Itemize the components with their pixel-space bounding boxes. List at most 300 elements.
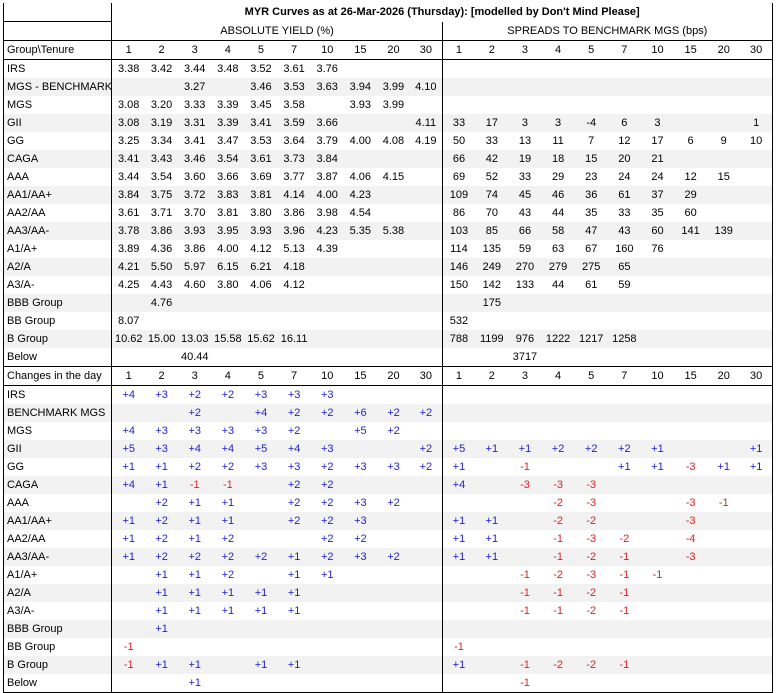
spread-cell: 63 bbox=[551, 243, 565, 255]
tenor-header: 7 bbox=[608, 41, 641, 60]
spread-change-cell: -1 bbox=[553, 533, 563, 545]
spread-cell: 160 bbox=[615, 243, 634, 255]
spread-cell bbox=[542, 78, 575, 96]
spread-cell: 976 bbox=[508, 330, 541, 348]
spread-cell bbox=[740, 330, 772, 348]
spread-cell: 532 bbox=[442, 312, 475, 330]
yield-change-cell bbox=[145, 404, 178, 422]
spread-change-cell: -2 bbox=[575, 656, 608, 674]
yield-change-cell bbox=[112, 584, 145, 602]
change-row bbox=[4, 620, 773, 638]
spread-change-cell: -1 bbox=[520, 677, 530, 689]
spread-cell bbox=[508, 294, 541, 312]
spread-cell bbox=[740, 258, 772, 276]
spread-change-cell bbox=[740, 566, 772, 584]
yield-cell: 4.23 bbox=[311, 222, 344, 240]
yield-change-cell: -1 bbox=[178, 476, 211, 494]
yield-cell: 3.63 bbox=[311, 78, 344, 96]
row-label: MGS - BENCHMARK bbox=[4, 78, 112, 96]
yield-cell: 3.78 bbox=[112, 222, 145, 240]
yield-change-cell: +1 bbox=[211, 584, 244, 602]
spread-cell bbox=[740, 222, 772, 240]
yield-cell: 3.47 bbox=[217, 135, 239, 147]
yield-change-cell bbox=[410, 422, 442, 440]
spread-change-cell: +1 bbox=[749, 461, 763, 473]
spread-cell: 7 bbox=[588, 135, 595, 147]
yield-cell: 3.70 bbox=[184, 207, 206, 219]
change-row bbox=[4, 656, 773, 674]
tenor-header: 7 bbox=[278, 41, 311, 60]
spread-change-cell: -1 bbox=[520, 461, 530, 473]
yield-change-cell: -1 bbox=[112, 656, 145, 674]
spread-cell: 3 bbox=[542, 114, 575, 132]
spread-cell: 109 bbox=[442, 186, 475, 204]
spread-change-cell bbox=[674, 584, 707, 602]
yield-cell bbox=[410, 312, 442, 330]
spread-cell bbox=[475, 348, 508, 367]
spread-change-cell bbox=[575, 674, 608, 693]
yield-cell bbox=[344, 330, 377, 348]
yield-change-cell bbox=[344, 476, 377, 494]
spread-change-cell: -1 bbox=[608, 548, 641, 566]
yield-change-cell: +3 bbox=[287, 389, 301, 401]
yield-cell: 3.25 bbox=[112, 132, 145, 150]
yield-change-cell: +2 bbox=[387, 425, 400, 437]
spread-change-cell: -3 bbox=[586, 533, 597, 545]
yield-cell: 3.80 bbox=[250, 207, 272, 219]
spread-change-cell: +1 bbox=[475, 512, 508, 530]
spread-change-cell: +5 bbox=[442, 440, 475, 458]
yield-cell: 4.25 bbox=[112, 276, 145, 294]
yield-cell: 3.53 bbox=[278, 78, 311, 96]
yield-cell: 3.45 bbox=[250, 99, 272, 111]
yield-cell: 3.38 bbox=[112, 60, 145, 79]
yield-cell bbox=[278, 312, 311, 330]
spread-change-cell bbox=[674, 620, 707, 638]
spread-change-cell: -1 bbox=[619, 605, 630, 617]
yield-change-cell: +1 bbox=[188, 605, 201, 617]
spread-cell: 17 bbox=[475, 114, 508, 132]
spread-cell: 37 bbox=[641, 186, 674, 204]
spread-change-cell bbox=[707, 638, 740, 656]
yield-cell: 3.87 bbox=[316, 171, 338, 183]
yield-change-cell: +1 bbox=[244, 584, 277, 602]
curve-row bbox=[4, 186, 773, 204]
spread-cell bbox=[442, 96, 475, 114]
spread-cell: 1258 bbox=[608, 330, 641, 348]
spread-cell: 66 bbox=[442, 150, 475, 168]
spread-cell: 10 bbox=[750, 135, 763, 147]
yield-cell: 3.41 bbox=[112, 150, 145, 168]
yield-cell: 3.53 bbox=[250, 135, 272, 147]
yield-change-cell: +1 bbox=[188, 677, 201, 689]
spread-change-cell bbox=[641, 512, 674, 530]
row-label: A2/A bbox=[4, 258, 112, 276]
yield-cell bbox=[377, 294, 410, 312]
spread-cell bbox=[707, 294, 740, 312]
yield-change-cell bbox=[311, 674, 344, 693]
yield-cell bbox=[244, 348, 277, 367]
yield-cell: 3.64 bbox=[283, 135, 305, 147]
yield-cell bbox=[410, 60, 442, 79]
yield-change-cell: +5 bbox=[354, 425, 367, 437]
change-row bbox=[4, 638, 773, 656]
spread-cell: 135 bbox=[482, 243, 501, 255]
row-label: BB Group bbox=[7, 641, 56, 653]
spread-change-cell bbox=[707, 476, 740, 494]
yield-change-cell bbox=[377, 620, 410, 638]
spread-cell bbox=[740, 312, 772, 330]
yield-cell bbox=[377, 258, 410, 276]
spread-change-cell bbox=[442, 602, 475, 620]
yield-change-cell: +3 bbox=[155, 425, 168, 437]
spread-change-cell: +1 bbox=[442, 512, 475, 530]
spread-change-cell bbox=[575, 422, 608, 440]
spread-cell: 33 bbox=[442, 114, 475, 132]
yield-cell: 4.08 bbox=[382, 135, 405, 147]
yield-cell: 4.00 bbox=[311, 186, 344, 204]
yield-change-cell: +1 bbox=[145, 476, 178, 494]
yield-cell bbox=[344, 240, 377, 258]
tenor-header: 20 bbox=[707, 41, 740, 60]
tenor-header: 30 bbox=[410, 367, 442, 386]
yield-cell bbox=[311, 258, 344, 276]
yield-change-cell: +2 bbox=[178, 404, 211, 422]
yield-cell: 3.61 bbox=[283, 63, 305, 75]
yield-cell: 40.44 bbox=[180, 351, 209, 363]
spread-cell bbox=[641, 258, 674, 276]
yield-cell: 15.58 bbox=[211, 330, 244, 348]
spread-change-cell bbox=[475, 566, 508, 584]
spread-cell: 1199 bbox=[475, 330, 508, 348]
yield-change-cell: +2 bbox=[188, 461, 201, 473]
title-row bbox=[4, 3, 773, 22]
yield-cell: 3.93 bbox=[244, 222, 277, 240]
spread-cell: 35 bbox=[585, 207, 598, 219]
tenor-header: 1 bbox=[442, 41, 475, 60]
yield-cell: 4.00 bbox=[349, 135, 372, 147]
curve-row bbox=[4, 312, 773, 330]
curve-row bbox=[4, 96, 773, 114]
yield-cell bbox=[410, 258, 442, 276]
spread-cell bbox=[674, 114, 707, 132]
yield-cell bbox=[410, 330, 442, 348]
spread-cell: 1222 bbox=[542, 330, 575, 348]
spread-change-cell bbox=[641, 620, 674, 638]
spread-change-cell: -2 bbox=[575, 548, 608, 566]
yield-change-cell: +2 bbox=[387, 497, 400, 509]
yield-cell bbox=[178, 294, 211, 312]
yield-change-cell bbox=[344, 440, 377, 458]
yield-cell: 3.42 bbox=[150, 63, 173, 75]
yield-change-cell: +1 bbox=[188, 569, 201, 581]
yield-change-cell bbox=[377, 674, 410, 693]
yield-change-cell bbox=[377, 386, 410, 405]
row-label: CAGA bbox=[4, 476, 112, 494]
spread-change-cell bbox=[707, 602, 740, 620]
spread-cell: 15 bbox=[717, 171, 730, 183]
yield-change-cell bbox=[311, 422, 344, 440]
yield-cell: 8.07 bbox=[112, 312, 145, 330]
yield-change-cell: +2 bbox=[410, 458, 442, 476]
yield-change-cell: +1 bbox=[178, 512, 211, 530]
spread-cell bbox=[707, 312, 740, 330]
spread-cell bbox=[740, 204, 772, 222]
spread-cell bbox=[575, 348, 608, 367]
yield-cell: 3.95 bbox=[211, 222, 244, 240]
spread-change-cell bbox=[707, 512, 740, 530]
yield-change-cell: +4 bbox=[244, 404, 277, 422]
yield-change-cell: +1 bbox=[287, 569, 301, 581]
yield-change-cell: +1 bbox=[320, 569, 334, 581]
spread-change-cell bbox=[475, 638, 508, 656]
yield-change-cell: +1 bbox=[244, 656, 277, 674]
tenor-header: 10 bbox=[311, 367, 344, 386]
spread-cell bbox=[608, 96, 641, 114]
yield-cell bbox=[311, 312, 344, 330]
yield-change-cell bbox=[244, 530, 277, 548]
yield-cell: 5.97 bbox=[178, 258, 211, 276]
yield-cell: 15.62 bbox=[244, 330, 277, 348]
yield-cell bbox=[311, 348, 344, 367]
yield-change-cell: +2 bbox=[410, 440, 442, 458]
yield-change-cell bbox=[278, 674, 311, 693]
yield-change-cell: +2 bbox=[354, 533, 367, 545]
yield-cell bbox=[377, 330, 410, 348]
tenor-header: 7 bbox=[278, 367, 311, 386]
spread-change-cell: -1 bbox=[608, 584, 641, 602]
tenor-header: 3 bbox=[508, 41, 541, 60]
yield-change-cell: +1 bbox=[178, 656, 211, 674]
spread-change-cell bbox=[707, 548, 740, 566]
tenor-header-row bbox=[4, 41, 773, 60]
tenor-header: 2 bbox=[145, 41, 178, 60]
spread-cell bbox=[740, 60, 772, 79]
spread-cell: 114 bbox=[442, 240, 475, 258]
yield-change-cell: +3 bbox=[311, 440, 344, 458]
yield-cell: 3.99 bbox=[382, 99, 405, 111]
yield-change-cell bbox=[377, 476, 410, 494]
tenor-header: 20 bbox=[707, 367, 740, 386]
row-label: AA1/AA+ bbox=[4, 512, 112, 530]
spread-cell bbox=[475, 96, 508, 114]
yield-change-cell: +2 bbox=[320, 461, 334, 473]
spread-change-cell: +2 bbox=[542, 440, 575, 458]
spread-cell bbox=[442, 78, 475, 96]
curve-row bbox=[4, 294, 773, 312]
spread-cell: 20 bbox=[608, 150, 641, 168]
yield-change-cell bbox=[377, 566, 410, 584]
yield-cell: 3.98 bbox=[316, 207, 338, 219]
change-row bbox=[4, 494, 773, 512]
spread-cell bbox=[674, 294, 707, 312]
spread-change-cell: -1 bbox=[442, 638, 475, 656]
yield-change-cell: +3 bbox=[354, 497, 367, 509]
row-label: GG bbox=[7, 135, 25, 147]
spread-cell bbox=[641, 60, 674, 79]
yield-cell: 3.86 bbox=[145, 222, 178, 240]
yield-cell: 3.66 bbox=[311, 114, 344, 132]
yield-cell: 3.54 bbox=[150, 171, 173, 183]
spread-change-cell bbox=[674, 404, 707, 422]
yield-change-cell bbox=[344, 566, 377, 584]
yield-cell: 3.33 bbox=[184, 99, 206, 111]
yield-cell bbox=[278, 294, 311, 312]
row-label: B Group bbox=[4, 656, 112, 674]
spread-cell: 61 bbox=[585, 279, 598, 291]
spread-cell bbox=[674, 60, 707, 79]
row-label: AA2/AA bbox=[7, 533, 46, 545]
yield-cell: 3.66 bbox=[217, 171, 239, 183]
yield-cell: 3.54 bbox=[211, 150, 244, 168]
yield-cell: 3.39 bbox=[217, 99, 239, 111]
yield-change-cell bbox=[410, 656, 442, 674]
yield-cell bbox=[211, 348, 244, 367]
yield-cell bbox=[112, 348, 145, 367]
yield-change-cell bbox=[178, 620, 211, 638]
yield-change-cell bbox=[145, 638, 178, 656]
spread-change-cell bbox=[707, 620, 740, 638]
yield-cell bbox=[377, 276, 410, 294]
yield-change-cell bbox=[311, 584, 344, 602]
yield-cell: 6.21 bbox=[244, 258, 277, 276]
yield-cell: 4.18 bbox=[278, 258, 311, 276]
spread-change-cell bbox=[707, 530, 740, 548]
tenor-header: 2 bbox=[475, 41, 508, 60]
yield-cell bbox=[410, 276, 442, 294]
spread-cell: 175 bbox=[475, 294, 508, 312]
tenor-header: 15 bbox=[674, 41, 707, 60]
tenor-header: 5 bbox=[244, 367, 277, 386]
yield-cell: 3.44 bbox=[184, 63, 206, 75]
yield-cell: 3.19 bbox=[145, 114, 178, 132]
tenor-header: 1 bbox=[112, 41, 145, 60]
yield-cell bbox=[211, 78, 244, 96]
yield-cell: 3.31 bbox=[178, 114, 211, 132]
spread-change-cell bbox=[475, 458, 508, 476]
row-label: BENCHMARK MGS bbox=[4, 404, 112, 422]
spread-change-cell bbox=[442, 674, 475, 693]
spread-cell: 103 bbox=[442, 222, 475, 240]
yield-cell: 3.99 bbox=[377, 78, 410, 96]
spread-change-cell bbox=[608, 674, 641, 693]
yield-change-cell bbox=[410, 638, 442, 656]
spread-change-cell: -3 bbox=[542, 476, 575, 494]
spread-cell bbox=[542, 294, 575, 312]
spread-change-cell bbox=[608, 638, 641, 656]
spread-change-cell bbox=[542, 386, 575, 405]
spread-cell bbox=[740, 150, 772, 168]
tenor-header: 30 bbox=[740, 367, 772, 386]
yield-cell: 3.86 bbox=[283, 207, 305, 219]
tenor-header: 10 bbox=[311, 41, 344, 60]
yield-change-cell bbox=[112, 620, 145, 638]
yield-change-cell bbox=[410, 566, 442, 584]
spread-change-cell bbox=[707, 656, 740, 674]
spread-change-cell: -3 bbox=[685, 497, 696, 509]
spread-change-cell bbox=[740, 404, 772, 422]
spread-cell bbox=[707, 78, 740, 96]
yield-change-cell: +1 bbox=[112, 458, 145, 476]
yield-change-cell bbox=[344, 620, 377, 638]
spread-change-cell: -1 bbox=[520, 569, 530, 581]
spread-cell bbox=[674, 330, 707, 348]
spread-cell bbox=[641, 294, 674, 312]
yield-change-cell: +2 bbox=[221, 569, 235, 581]
yield-cell: 5.13 bbox=[283, 243, 305, 255]
yield-cell: 3.80 bbox=[217, 279, 239, 291]
spread-change-cell bbox=[641, 530, 674, 548]
spread-cell bbox=[740, 348, 772, 367]
yield-change-cell bbox=[112, 566, 145, 584]
spread-change-cell: +1 bbox=[717, 461, 730, 473]
yield-cell: 3.43 bbox=[145, 150, 178, 168]
spread-cell: 13 bbox=[518, 135, 532, 147]
spread-cell bbox=[674, 78, 707, 96]
spread-cell bbox=[508, 312, 541, 330]
tenor-header: 30 bbox=[740, 41, 772, 60]
yield-change-cell bbox=[244, 566, 277, 584]
spread-change-cell bbox=[608, 620, 641, 638]
row-label: A3/A- bbox=[7, 605, 35, 617]
yield-cell bbox=[377, 240, 410, 258]
yield-change-cell: +1 bbox=[211, 512, 244, 530]
spread-cell bbox=[707, 240, 740, 258]
tenor-header: 15 bbox=[344, 367, 377, 386]
spread-cell: 52 bbox=[485, 171, 498, 183]
yield-change-cell: +1 bbox=[178, 584, 211, 602]
spread-change-cell bbox=[475, 494, 508, 512]
yield-cell bbox=[377, 312, 410, 330]
yield-change-cell: +6 bbox=[344, 404, 377, 422]
spread-cell bbox=[475, 78, 508, 96]
yield-change-cell bbox=[377, 584, 410, 602]
change-row bbox=[4, 440, 773, 458]
page-title: MYR Curves as at 26-Mar-2026 (Thursday): [modelled by Don't Mind Please] bbox=[112, 3, 773, 22]
yield-cell: 3.86 bbox=[184, 243, 206, 255]
spread-change-cell: -4 bbox=[685, 533, 696, 545]
spread-cell: 6 bbox=[687, 135, 694, 147]
yield-cell bbox=[311, 330, 344, 348]
spread-change-cell: -3 bbox=[586, 497, 597, 509]
spread-change-cell bbox=[740, 656, 772, 674]
yield-cell: 3.76 bbox=[316, 63, 338, 75]
yield-cell: 3.27 bbox=[178, 78, 211, 96]
spread-change-cell bbox=[608, 512, 641, 530]
tenor-header: 20 bbox=[377, 367, 410, 386]
change-row bbox=[4, 458, 773, 476]
yield-change-cell bbox=[344, 674, 377, 693]
yield-change-cell: +3 bbox=[344, 548, 377, 566]
spread-change-cell bbox=[740, 476, 772, 494]
spread-change-cell bbox=[575, 404, 608, 422]
row-label: AA2/AA bbox=[7, 207, 46, 219]
spread-cell bbox=[740, 240, 772, 258]
spread-cell: 3 bbox=[508, 114, 541, 132]
row-label: GII bbox=[4, 440, 112, 458]
tenor-header: 3 bbox=[178, 41, 211, 60]
spread-change-cell: +1 bbox=[641, 440, 674, 458]
spread-change-cell bbox=[641, 584, 674, 602]
yield-change-cell: +2 bbox=[221, 389, 235, 401]
yield-cell: 3.73 bbox=[278, 150, 311, 168]
yield-change-cell: +1 bbox=[145, 656, 178, 674]
yield-change-cell bbox=[410, 494, 442, 512]
yield-cell: 3.34 bbox=[150, 135, 173, 147]
spread-change-cell bbox=[575, 386, 608, 405]
yield-cell: 3.75 bbox=[145, 186, 178, 204]
yield-change-cell: +4 bbox=[112, 422, 145, 440]
